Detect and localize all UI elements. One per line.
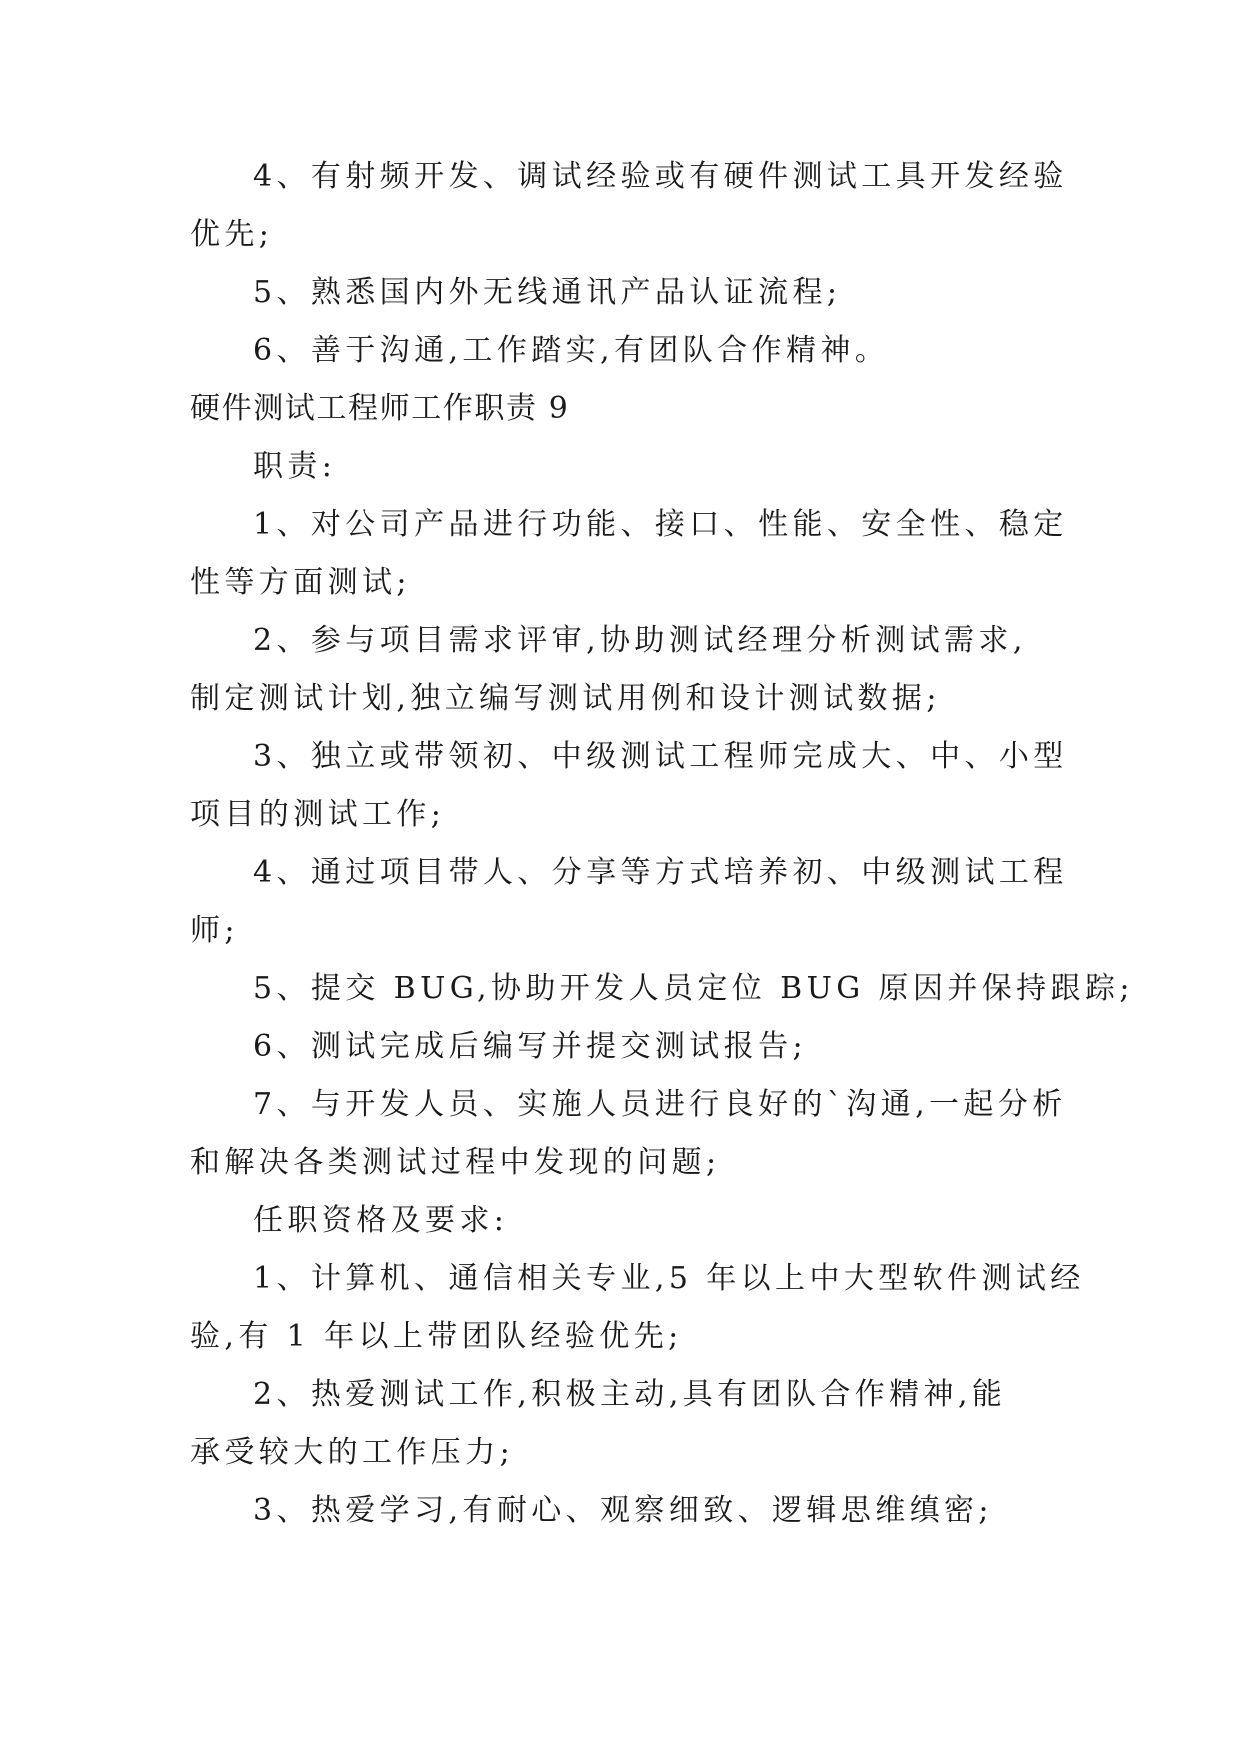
body-line: 和解决各类测试过程中发现的问题; bbox=[190, 1145, 721, 1180]
body-line: 3、独立或带领初、中级测试工程师完成大、中、小型 bbox=[253, 739, 1068, 774]
body-line: 1、对公司产品进行功能、接口、性能、安全性、稳定 bbox=[253, 507, 1068, 542]
body-line: 2、热爱测试工作,积极主动,具有团队合作精神,能 bbox=[253, 1377, 1007, 1412]
body-line: 5、熟悉国内外无线通讯产品认证流程; bbox=[253, 275, 842, 310]
body-line: 3、热爱学习,有耐心、观察细致、逻辑思维缜密; bbox=[253, 1493, 993, 1528]
body-line: 2、参与项目需求评审,协助测试经理分析测试需求, bbox=[253, 623, 1027, 658]
body-line: 师; bbox=[190, 913, 239, 948]
body-line: 5、提交 BUG,协助开发人员定位 BUG 原因并保持跟踪; bbox=[253, 971, 1134, 1006]
document-body bbox=[190, 158, 1134, 1550]
body-line: 任职资格及要求: bbox=[253, 1203, 509, 1238]
body-line: 制定测试计划,独立编写测试用例和设计测试数据; bbox=[190, 681, 941, 716]
section-heading: 硬件测试工程师工作职责 9 bbox=[190, 391, 570, 426]
body-line: 6、善于沟通,工作踏实,有团队合作精神。 bbox=[253, 333, 890, 368]
body-line: 4、有射频开发、调试经验或有硬件测试工具开发经验 bbox=[253, 159, 1068, 194]
body-line: 职责: bbox=[253, 449, 337, 484]
body-line: 优先; bbox=[190, 217, 274, 252]
body-line: 6、测试完成后编写并提交测试报告; bbox=[253, 1029, 807, 1064]
body-line: 项目的测试工作; bbox=[190, 797, 446, 832]
body-line: 7、与开发人员、实施人员进行良好的`沟通,一起分析 bbox=[253, 1087, 1067, 1122]
body-line: 验,有 1 年以上带团队经验优先; bbox=[190, 1319, 683, 1354]
body-line: 承受较大的工作压力; bbox=[190, 1435, 515, 1470]
body-line: 性等方面测试; bbox=[190, 565, 411, 600]
body-line: 1、计算机、通信相关专业,5 年以上中大型软件测试经 bbox=[253, 1261, 1085, 1296]
body-line: 4、通过项目带人、分享等方式培养初、中级测试工程 bbox=[253, 855, 1068, 890]
